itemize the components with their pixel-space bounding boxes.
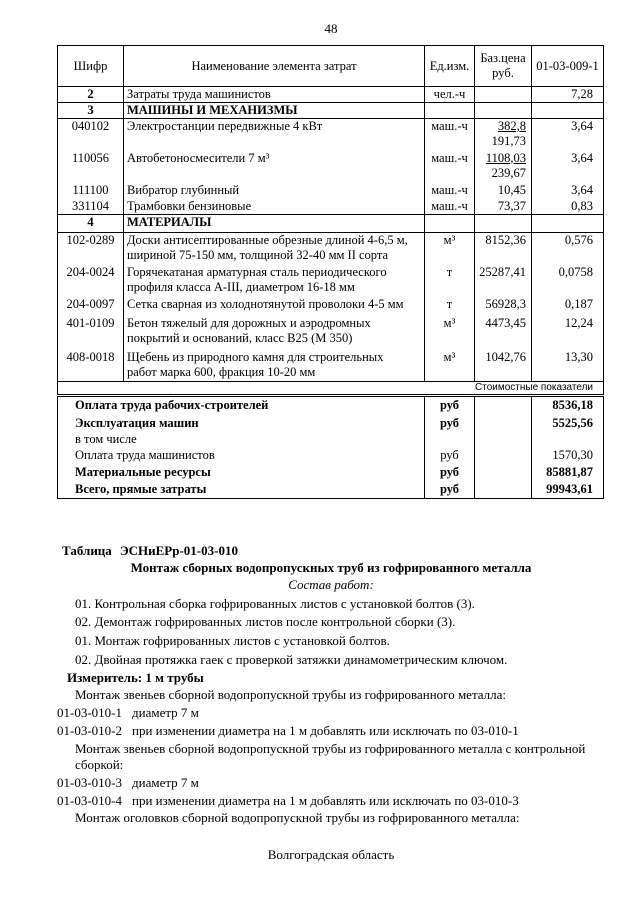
row-price xyxy=(475,87,532,103)
row-qty: 3,64 xyxy=(532,119,604,151)
section-row-machines xyxy=(58,103,604,119)
row-code: 408-0018 xyxy=(58,350,124,382)
entry-text: диаметр 7 м xyxy=(132,775,199,790)
row-unit: т xyxy=(425,265,475,297)
table-row xyxy=(58,183,604,199)
summary-value: 5525,56 xyxy=(532,415,604,432)
row-name: Сетка сварная из холоднотянутой проволоки 4-5 мм xyxy=(124,297,425,316)
row-qty: 3,64 xyxy=(532,183,604,199)
summary-price-cell xyxy=(475,396,532,415)
row-qty: 7,28 xyxy=(532,87,604,103)
row-price: 4473,45 xyxy=(475,316,532,350)
row-unit: м³ xyxy=(425,233,475,265)
summary-unit: руб xyxy=(425,396,475,415)
row-name: Затраты труда машинистов xyxy=(124,87,425,103)
summary-price-cell xyxy=(475,448,532,464)
row-name: Автобетоносмесители 7 м³ xyxy=(124,151,425,183)
summary-row xyxy=(58,415,604,432)
row-name: Трамбовки бензиновые xyxy=(124,199,425,215)
row-name: Щебень из природного камня для строительных работ марка 600, фракция 10-20 мм xyxy=(124,350,425,382)
work-composition-label: Состав работ: xyxy=(288,577,374,592)
summary-unit: руб xyxy=(425,415,475,432)
summary-label: в том числе xyxy=(58,432,425,448)
table-header-row xyxy=(58,46,604,87)
table-caption-id: ЭСНиЕРр-01-03-010 xyxy=(119,543,238,558)
row-name: Горячекатаная арматурная сталь периодического профиля класса А-III, диаметром 16-18 мм xyxy=(124,265,425,297)
summary-label: Материальные ресурсы xyxy=(58,464,425,481)
base-price: 382,8 xyxy=(497,119,526,133)
row-unit: маш.-ч xyxy=(425,199,475,215)
row-name: Вибратор глубинный xyxy=(124,183,425,199)
summary-unit xyxy=(425,432,475,448)
summary-price-cell xyxy=(475,432,532,448)
summary-row xyxy=(58,448,604,464)
table-row xyxy=(58,199,604,215)
estimate-table xyxy=(57,45,604,499)
row-code: 2 xyxy=(58,87,124,103)
row-qty: 0,0758 xyxy=(532,265,604,297)
work-item: 02. Двойная протяжка гаек с проверкой затяжки динамометрическим ключом. xyxy=(75,652,508,667)
section-row-materials xyxy=(58,215,604,233)
summary-unit: руб xyxy=(425,481,475,499)
summary-value: 1570,30 xyxy=(532,448,604,464)
col-header-unit: Ед.изм. xyxy=(425,46,475,87)
row-unit: маш.-ч xyxy=(425,183,475,199)
entry-text: диаметр 7 м xyxy=(132,705,199,720)
summary-row xyxy=(58,432,604,448)
row-unit: чел.-ч xyxy=(425,87,475,103)
table-caption-label: Таблица xyxy=(62,543,112,558)
cost-indicators-row xyxy=(58,382,604,396)
row-name: Доски антисептированные обрезные длиной 4-6,5 м, шириной 75-150 мм, толщиной 32-40 мм II сорта xyxy=(124,233,425,265)
summary-row xyxy=(58,396,604,415)
row-unit: м³ xyxy=(425,316,475,350)
row-price xyxy=(475,103,532,119)
group-heading: Монтаж оголовков сборной водопропускной трубы из гофрированного металла: xyxy=(75,810,520,825)
cost-indicators-label: Стоимостные показатели xyxy=(58,382,604,396)
group-heading: Монтаж звеньев сборной водопропускной трубы из гофрированного металла: xyxy=(75,687,507,702)
row-code: 401-0109 xyxy=(58,316,124,350)
row-qty xyxy=(532,103,604,119)
row-qty: 13,30 xyxy=(532,350,604,382)
col-header-name: Наименование элемента затрат xyxy=(124,46,425,87)
row-code: 204-0024 xyxy=(58,265,124,297)
summary-value: 85881,87 xyxy=(532,464,604,481)
table-row xyxy=(58,316,604,350)
summary-label: Всего, прямые затраты xyxy=(58,481,425,499)
summary-value: 99943,61 xyxy=(532,481,604,499)
entry-code: 01-03-010-3 xyxy=(57,775,122,790)
row-code: 3 xyxy=(58,103,124,119)
col-header-price: Баз.цена руб. xyxy=(475,46,532,87)
entry-code: 01-03-010-2 xyxy=(57,723,122,738)
row-qty: 0,83 xyxy=(532,199,604,215)
row-price: 73,37 xyxy=(475,199,532,215)
base-price-alt: 239,67 xyxy=(491,165,526,180)
base-price-alt: 191,73 xyxy=(491,134,526,148)
section-title: Монтаж сборных водопропускных труб из гофрированного металла xyxy=(130,560,532,575)
table-caption xyxy=(62,543,238,559)
summary-row xyxy=(58,481,604,499)
entry-code: 01-03-010-4 xyxy=(57,793,122,808)
row-price: 25287,41 xyxy=(475,265,532,297)
col-header-code: Шифр xyxy=(58,46,124,87)
row-unit: маш.-ч xyxy=(425,119,475,151)
row-name: Бетон тяжелый для дорожных и аэродромных покрытий и оснований, класс В25 (М 350) xyxy=(124,316,425,350)
row-price xyxy=(475,215,532,233)
row-code: 040102 xyxy=(58,119,124,151)
row-name: Электростанции передвижные 4 кВт xyxy=(124,119,425,151)
table-row xyxy=(58,233,604,265)
table-row xyxy=(58,265,604,297)
row-code: 4 xyxy=(58,215,124,233)
table-row xyxy=(58,297,604,316)
page-number: 48 xyxy=(324,21,338,36)
row-unit xyxy=(425,103,475,119)
row-price: 10,45 xyxy=(475,183,532,199)
row-qty: 0,576 xyxy=(532,233,604,265)
row-code: 102-0289 xyxy=(58,233,124,265)
summary-row xyxy=(58,464,604,481)
summary-label: Оплата труда машинистов xyxy=(58,448,425,464)
page-footer: Волгоградская область xyxy=(267,847,395,862)
summary-value xyxy=(532,432,604,448)
measure-unit: Измеритель: 1 м трубы xyxy=(67,670,204,685)
row-code: 110056 xyxy=(58,151,124,183)
row-name: МАШИНЫ И МЕХАНИЗМЫ xyxy=(124,103,425,119)
summary-label: Эксплуатация машин xyxy=(58,415,425,432)
group-heading: Монтаж звеньев сборной водопропускной трубы из гофрированного металла с контрольной сборкой: xyxy=(75,741,586,772)
table-row xyxy=(58,350,604,382)
row-name: МАТЕРИАЛЫ xyxy=(124,215,425,233)
row-code: 331104 xyxy=(58,199,124,215)
row-qty: 0,187 xyxy=(532,297,604,316)
row-price: 8152,36 xyxy=(475,233,532,265)
table-row xyxy=(58,87,604,103)
row-price xyxy=(475,119,532,151)
summary-price-cell xyxy=(475,481,532,499)
row-unit xyxy=(425,215,475,233)
row-price: 1042,76 xyxy=(475,350,532,382)
row-qty: 3,64 xyxy=(532,151,604,183)
summary-value: 8536,18 xyxy=(532,396,604,415)
summary-price-cell xyxy=(475,464,532,481)
col-header-norm: 01-03-009-1 xyxy=(532,46,604,87)
row-code: 111100 xyxy=(58,183,124,199)
row-price xyxy=(475,151,532,183)
entry-text: при изменении диаметра на 1 м добавлять или исключать по 03-010-3 xyxy=(132,793,519,808)
entry-code: 01-03-010-1 xyxy=(57,705,122,720)
row-unit: м³ xyxy=(425,350,475,382)
row-unit: маш.-ч xyxy=(425,151,475,183)
row-price: 56928,3 xyxy=(475,297,532,316)
summary-unit: руб xyxy=(425,464,475,481)
work-item: 01. Монтаж гофрированных листов с установкой болтов. xyxy=(75,633,390,648)
row-qty: 12,24 xyxy=(532,316,604,350)
work-item: 01. Контрольная сборка гофрированных листов с установкой болтов (3). xyxy=(75,596,475,611)
summary-label: Оплата труда рабочих-строителей xyxy=(58,396,425,415)
summary-unit: руб xyxy=(425,448,475,464)
entry-text: при изменении диаметра на 1 м добавлять или исключать по 03-010-1 xyxy=(132,723,519,738)
work-item: 02. Демонтаж гофрированных листов после контрольной сборки (3). xyxy=(75,614,456,629)
row-unit: т xyxy=(425,297,475,316)
table-row xyxy=(58,151,604,183)
table-row xyxy=(58,119,604,151)
row-qty xyxy=(532,215,604,233)
row-code: 204-0097 xyxy=(58,297,124,316)
base-price: 1108,03 xyxy=(485,150,526,165)
summary-price-cell xyxy=(475,415,532,432)
